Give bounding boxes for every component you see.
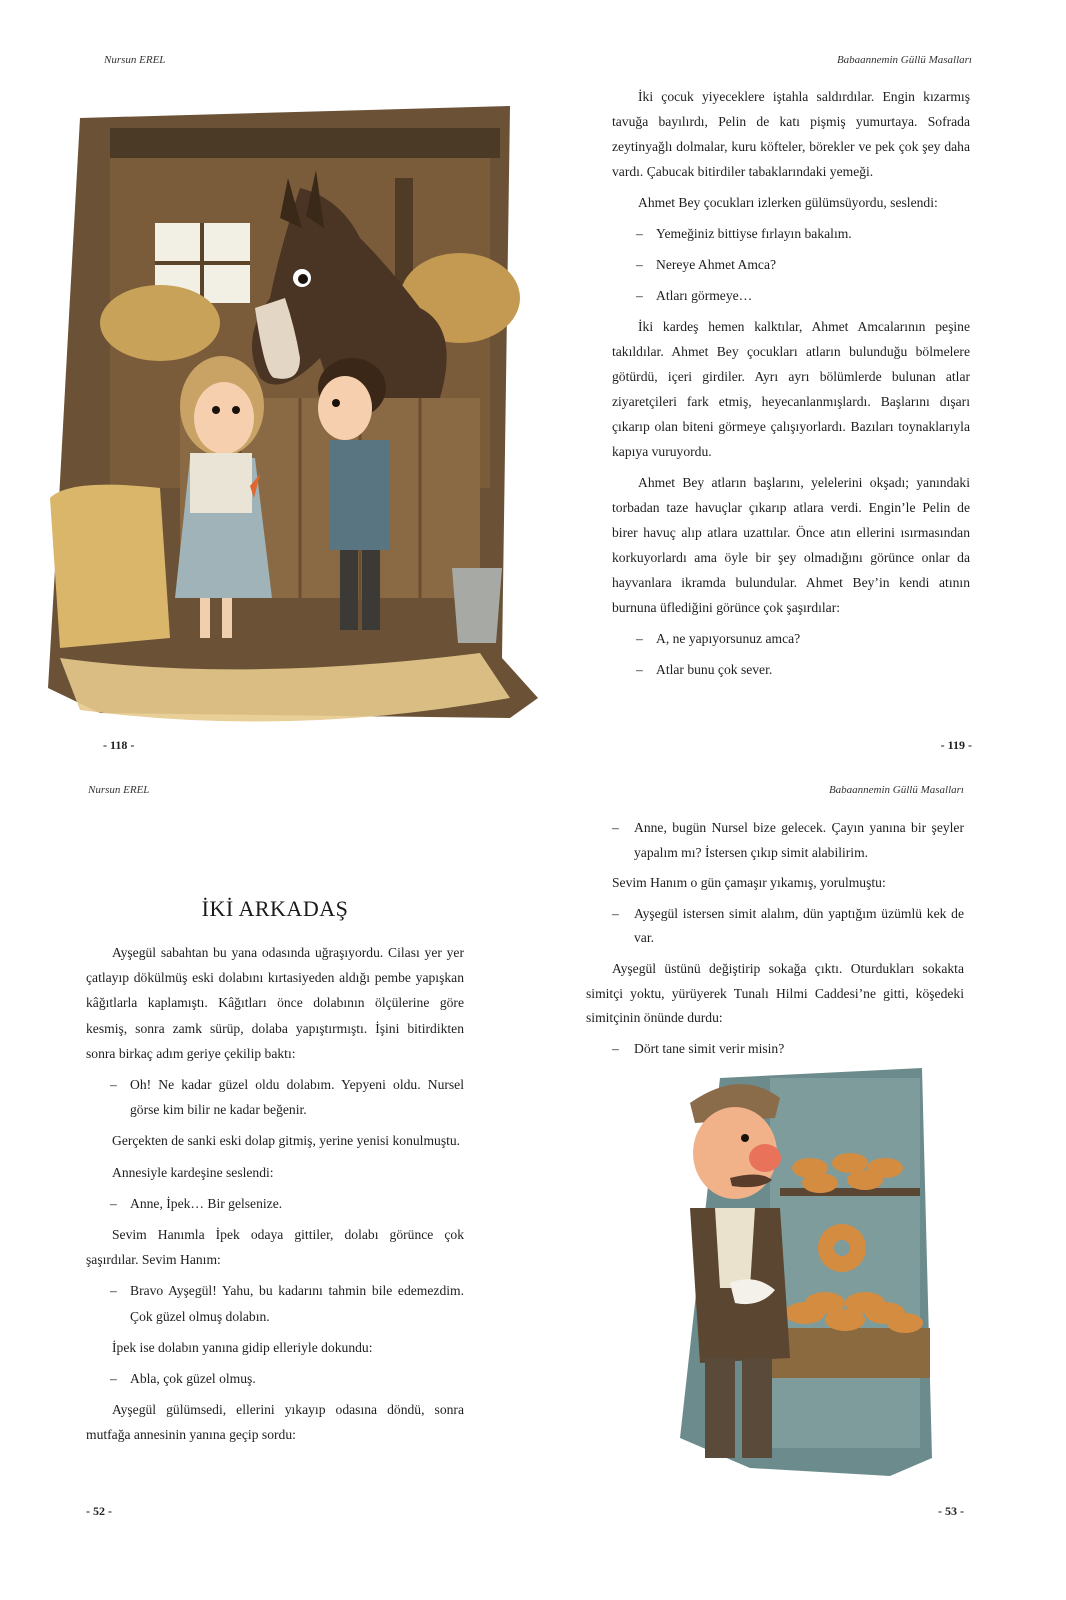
dialogue-line: – Dört tane simit verir misin?: [612, 1037, 964, 1062]
stable-illustration: [40, 98, 540, 723]
page-number-53: - 53 -: [938, 1504, 964, 1518]
page-53-body: [586, 816, 964, 1067]
paragraph: İki kardeş hemen kalktılar, Ahmet Amcalarının peşine takıldılar. Ahmet Bey çocukları atların bulunduğu bölmelere götürdü, içeri girdiler. Ayrı ayrı bölümlerde bulunan atlar ziyaretçileri fark etmiş, heyecanlanmışlardı. Başlarını dışarı çıkarıp olan biteni görmeye çalışıyorlardı. Bazıları toynaklarıyla kapıya vuruyordu.: [612, 319, 970, 459]
dialogue-line: – Atlar bunu çok sever.: [612, 657, 970, 682]
paragraph: Ayşegül üstünü değiştirip sokağa çıktı. Oturdukları sokakta simitçi yoktu, yürüyerek Tunalı Hilmi Caddesi’ne gitti, köşedeki simitçinin önünde durdu:: [586, 960, 964, 1026]
paragraph: Ayşegül gülümsedi, ellerini yıkayıp odasına döndü, sonra mutfağa annesinin yanına geçip sordu:: [86, 1402, 464, 1443]
paragraph: İki çocuk yiyeceklere iştahla saldırdılar. Engin kızarmış tavuğa bayılırdı, Pelin de katı pişmiş yumurtaya. Sofrada zeytinyağlı dolmalar, kuru köfteler, börekler ve pek çok şey daha vardı. Çabucak bitirdiler tabaklarındaki yemeği.: [612, 89, 970, 179]
paragraph: Sevim Hanımla İpek odaya gittiler, dolabı görünce çok şaşırdılar. Sevim Hanım:: [86, 1227, 464, 1268]
running-header-left-top: Nursun EREL: [104, 54, 166, 66]
page-number-119: - 119 -: [940, 738, 972, 752]
running-header-left-bottom: Nursun EREL: [88, 784, 150, 796]
dialogue-line: – Bravo Ayşegül! Yahu, bu kadarını tahmin bile edemezdim. Çok güzel olmuş dolabın.: [86, 1278, 464, 1328]
page-number-52: - 52 -: [86, 1504, 112, 1518]
dialogue-line: – Anne, bugün Nursel bize gelecek. Çayın yanına bir şeyler yapalım mı? İstersen çıkıp simit alabilirim.: [612, 816, 964, 865]
chapter-title: İKİ ARKADAŞ: [201, 896, 349, 921]
page-number-118: - 118 -: [103, 738, 135, 752]
paragraph: Ahmet Bey atların başlarını, yelelerini okşadı; yanındaki torbadan taze havuçlar çıkarıp atlara verdi. Engin’le Pelin de birer havuç alıp atlara uzattılar. Önce atın ellerini ısırmasından korkuyorlardı ama öyle bir şey olmadığını görünce onlar da hayvanlara ikramda bulundular. Ahmet Bey’in kendi atının burnuna üflediğini görünce çok şaşırdılar:: [612, 475, 970, 615]
simit-seller-illustration: [660, 1058, 940, 1483]
running-header-right-bottom: Babaannemin Güllü Masalları: [828, 784, 964, 796]
paragraph: Gerçekten de sanki eski dolap gitmiş, yerine yenisi konulmuştu.: [112, 1133, 461, 1149]
paragraph: İpek ise dolabın yanına gidip elleriyle dokundu:: [112, 1339, 373, 1355]
dialogue-line: – Abla, çok güzel olmuş.: [86, 1366, 464, 1391]
paragraph: Ahmet Bey çocukları izlerken gülümsüyordu, seslendi:: [638, 195, 938, 210]
dialogue-line: – Nereye Ahmet Amca?: [612, 252, 970, 277]
dialogue-line: – A, ne yapıyorsunuz amca?: [612, 626, 970, 651]
dialogue-line: – Atları görmeye…: [612, 283, 970, 308]
page-52-body: [86, 940, 464, 1454]
dialogue-line: – Oh! Ne kadar güzel oldu dolabım. Yepyeni oldu. Nursel görse kim bilir ne kadar beğenir.: [86, 1072, 464, 1122]
dialogue-line: – Anne, İpek… Bir gelsenize.: [86, 1191, 464, 1216]
paragraph: Annesiyle kardeşine seslendi:: [112, 1164, 274, 1180]
page-119-body: [612, 84, 970, 688]
running-header-right-top: Babaannemin Güllü Masalları: [836, 54, 972, 66]
paragraph: Sevim Hanım o gün çamaşır yıkamış, yorulmuştu:: [612, 875, 886, 891]
paragraph: Ayşegül sabahtan bu yana odasında uğraşıyordu. Cilası yer yer çatlayıp dökülmüş eski dolabını kırtasiyeden aldığı pembe yapışkan kâğıtlarla kaplamıştı. Kâğıtları önce dolabının ölçülerine göre kesmiş, sonra zamk sürüp, dolaba yapıştırmıştı. İşini bitirdikten sonra birkaç adım geriye çekilip baktı:: [86, 945, 464, 1061]
dialogue-line: – Yemeğiniz bittiyse fırlayın bakalım.: [612, 221, 970, 246]
dialogue-line: – Ayşegül istersen simit alalım, dün yaptığım üzümlü kek de var.: [612, 902, 964, 951]
